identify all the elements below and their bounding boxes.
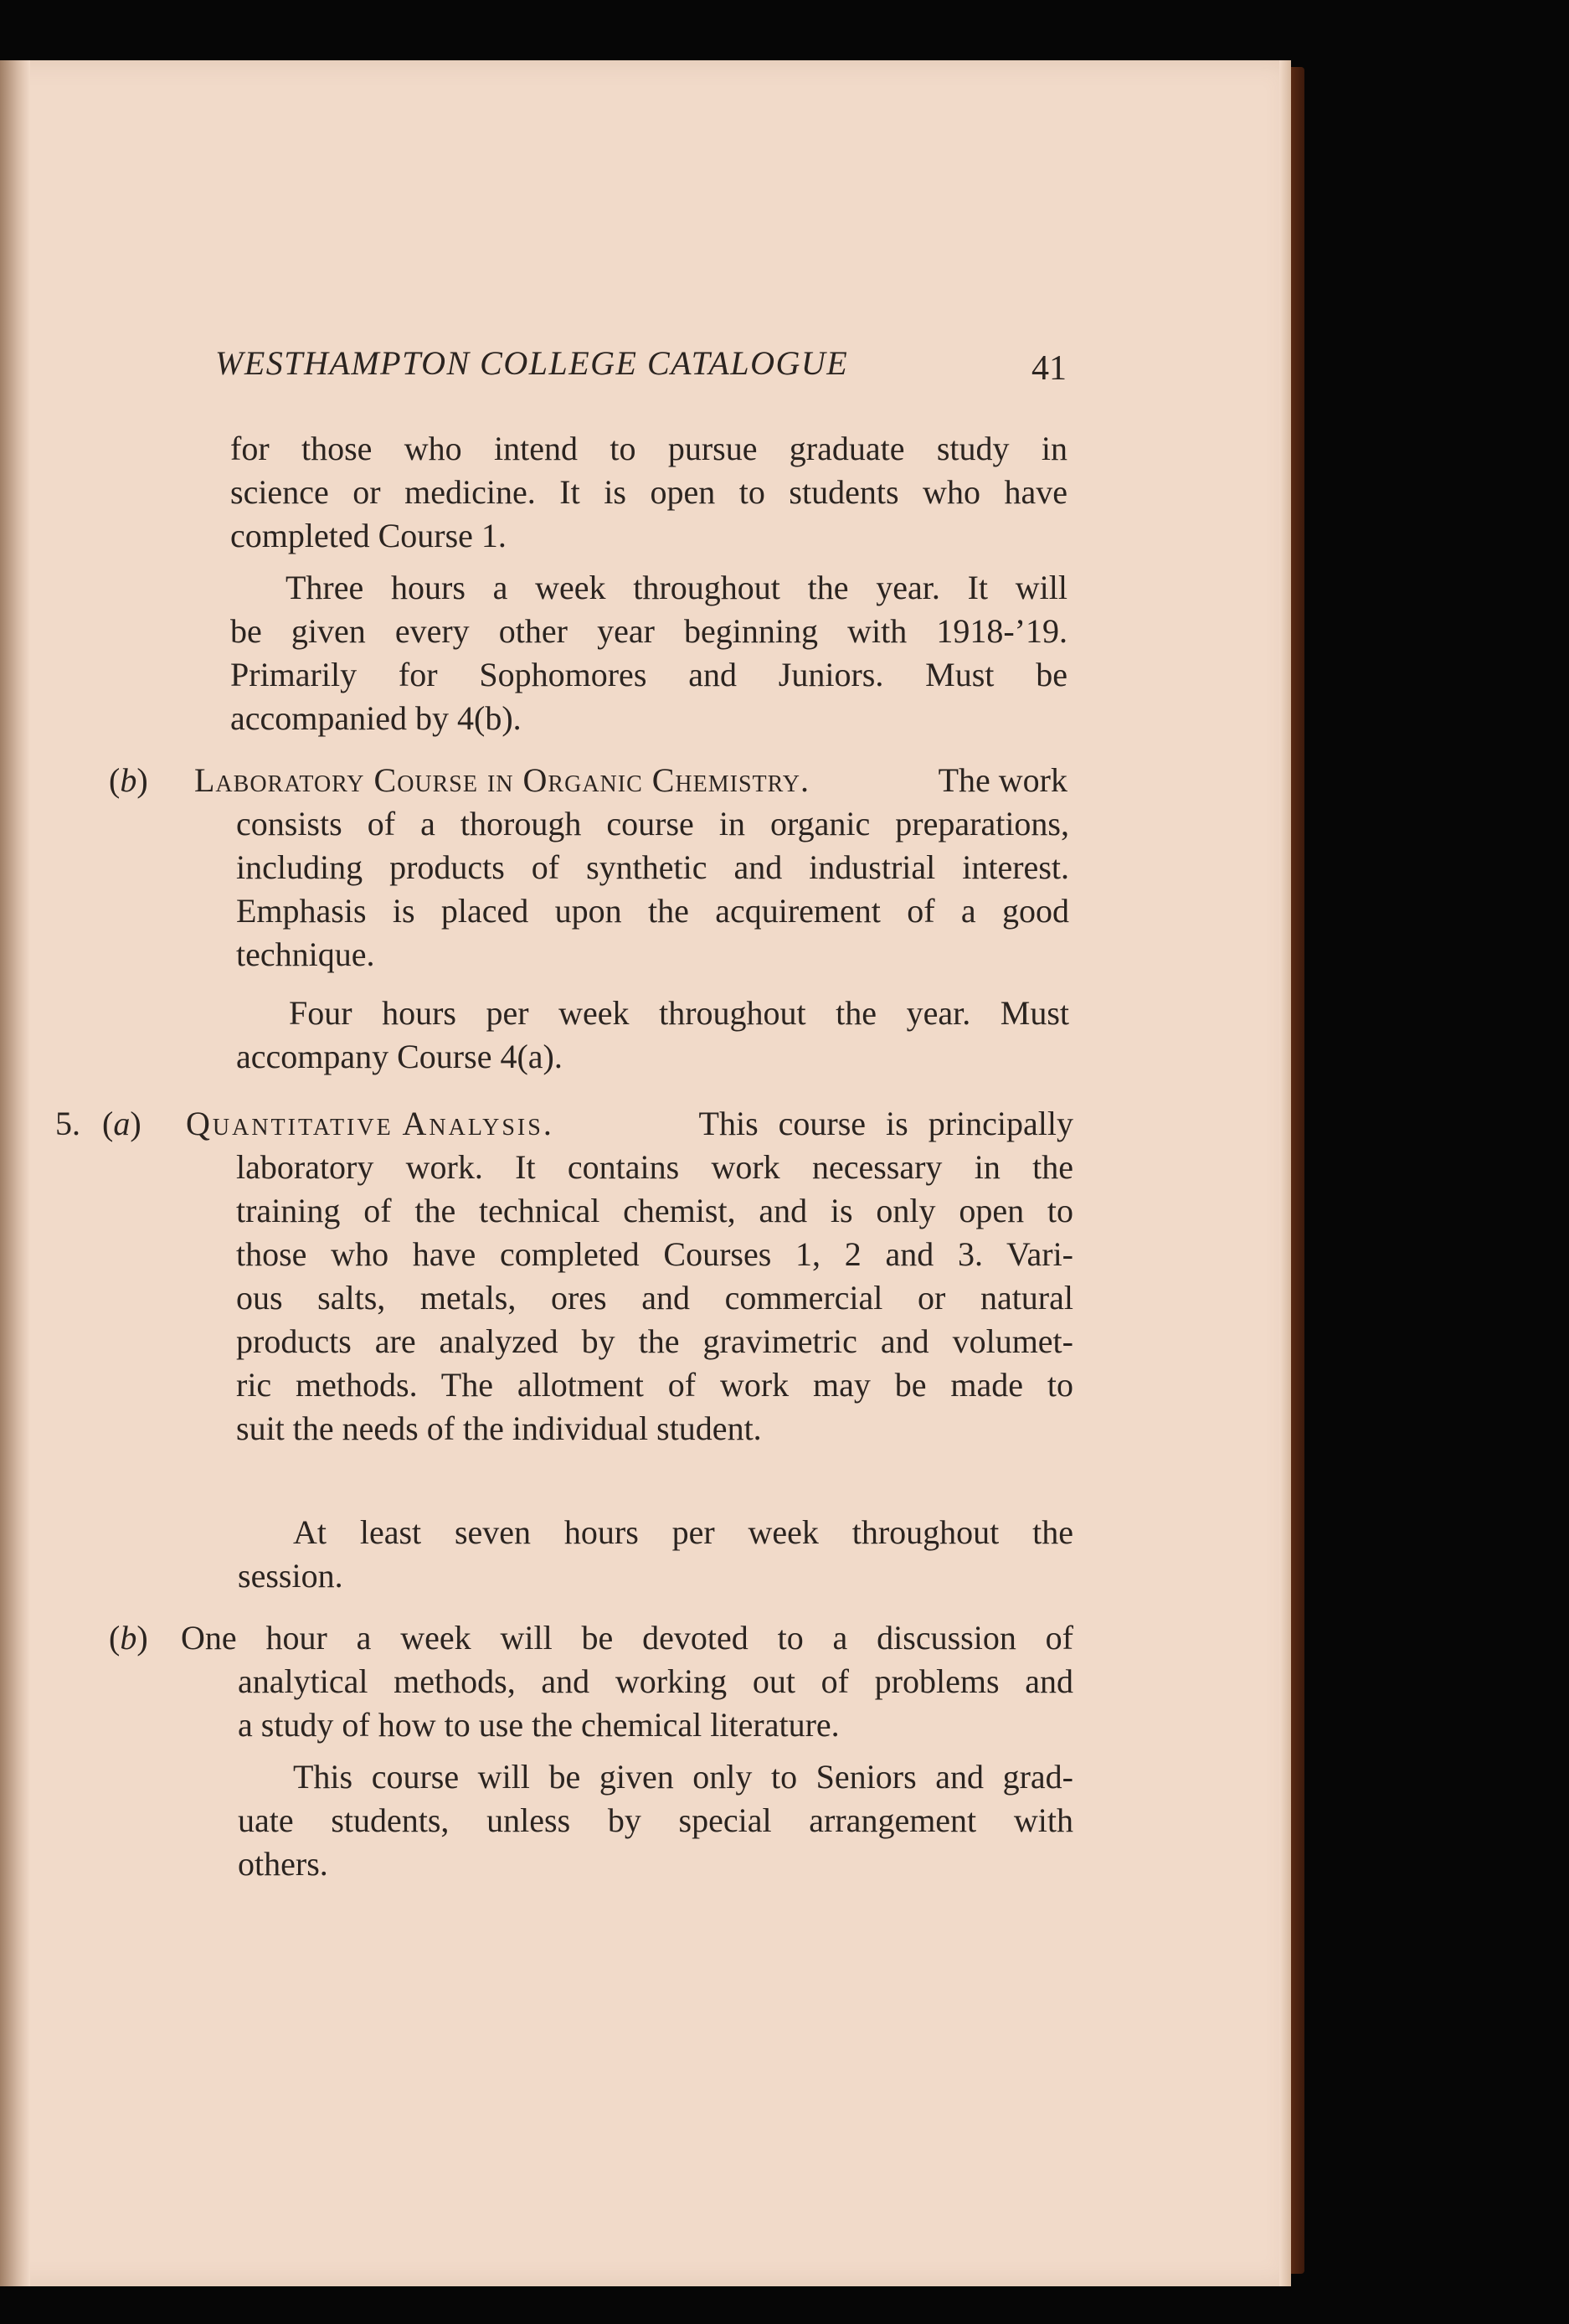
body-line: a study of how to use the chemical literature. [238, 1706, 840, 1744]
body-line: accompany Course 4(a). [236, 1038, 563, 1075]
item-5a-first-line [186, 1107, 1073, 1141]
body-line: completed Course 1. [230, 517, 507, 554]
body-line: ric methods. The allotment of work may be made to [236, 1366, 1073, 1404]
body-line: technique. [236, 935, 375, 973]
body-line: laboratory work. It contains work necessary in the [236, 1148, 1073, 1186]
body-line: At least seven hours per week throughout the [293, 1513, 1073, 1551]
body-line: session. [238, 1557, 343, 1595]
body-line: Primarily for Sophomores and Juniors. Must be [230, 656, 1067, 693]
item-marker-5b: (b) [109, 1619, 148, 1657]
body-line: ous salts, metals, ores and commercial or natural [236, 1279, 1073, 1317]
page-number: 41 [1031, 349, 1067, 388]
body-line: accompanied by 4(b). [230, 699, 522, 737]
body-line: Four hours per week throughout the year. Must [289, 994, 1069, 1032]
body-line: Emphasis is placed upon the acquirement of a good [236, 892, 1069, 930]
catalogue-page [0, 60, 1291, 2286]
body-line: science or medicine. It is open to students who have [230, 473, 1067, 511]
item-marker-5a: (a) [102, 1105, 141, 1142]
item-number-5: 5. [55, 1105, 80, 1142]
page-text [0, 60, 1291, 2286]
body-line: including products of synthetic and industrial interest. [236, 848, 1069, 886]
item-5a-heading: Quantitative Analysis. [186, 1105, 554, 1142]
body-line: One hour a week will be devoted to a discussion of [181, 1619, 1073, 1657]
body-line: products are analyzed by the gravimetric and volumet- [236, 1322, 1073, 1360]
body-line: those who have completed Courses 1, 2 and 3. Vari- [236, 1235, 1073, 1273]
item-5a-first-line-rest: This course is principally [698, 1105, 1073, 1142]
body-line: be given every other year beginning with 1918-’19. [230, 612, 1067, 650]
item-marker-4b: (b) [109, 761, 148, 799]
body-line: suit the needs of the individual student. [236, 1409, 762, 1447]
item-4b-first-line-rest: The work [938, 761, 1067, 799]
body-line: Three hours a week throughout the year. It will [286, 569, 1067, 606]
running-header-title: WESTHAMPTON COLLEGE CATALOGUE [215, 344, 849, 382]
body-line: analytical methods, and working out of problems and [238, 1662, 1073, 1700]
item-4b-first-line [194, 761, 1067, 799]
body-line: others. [238, 1845, 328, 1883]
body-line: uate students, unless by special arrangement with [238, 1801, 1073, 1839]
body-line: consists of a thorough course in organic preparations, [236, 805, 1069, 843]
body-line: This course will be given only to Seniors and grad- [293, 1758, 1073, 1796]
item-4b-heading: Laboratory Course in Organic Chemistry. [194, 761, 810, 799]
body-line: training of the technical chemist, and is only open to [236, 1192, 1073, 1229]
body-line: for those who intend to pursue graduate study in [230, 430, 1067, 467]
